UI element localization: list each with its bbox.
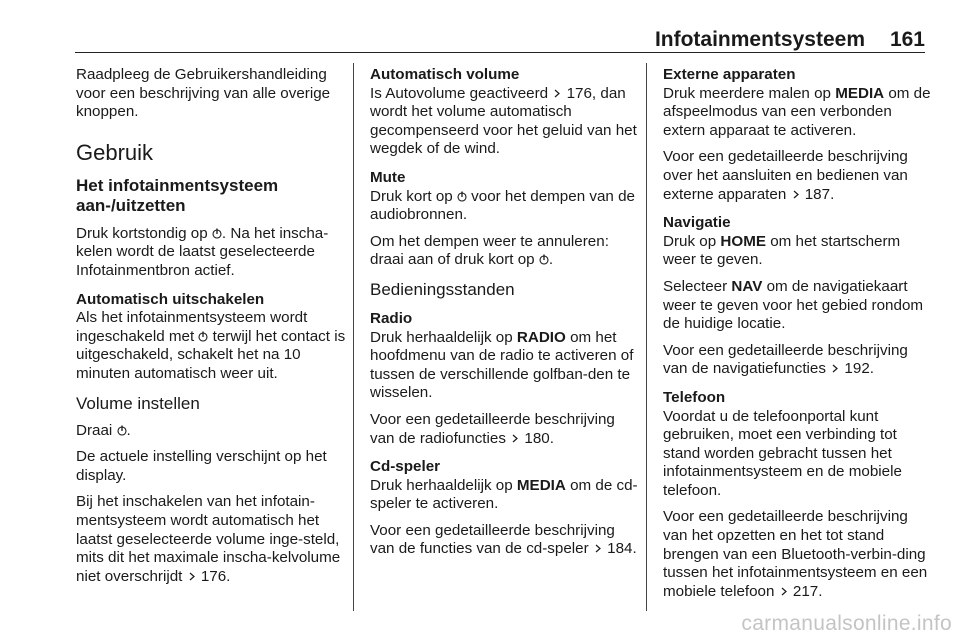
page-title: Infotainmentsysteem bbox=[654, 28, 865, 51]
paragraph bbox=[663, 148, 935, 204]
paragraph bbox=[76, 225, 348, 281]
key-label: MEDIA bbox=[835, 84, 885, 102]
paragraph: Voordat u de telefoonportal kunt gebruiken, moet een verbinding tot stand worden gebracht tussen het infotainmentsysteem en de mobiele telefoon. bbox=[663, 407, 902, 499]
heading: Cd-speler bbox=[370, 458, 441, 476]
heading: Automatisch volume bbox=[370, 66, 520, 83]
text: Is Autovolume geactiveerd bbox=[370, 84, 553, 102]
paragraph bbox=[370, 411, 642, 448]
text: Bij het inschakelen van het infotain-mentsysteem wordt automatisch het laatst geselecteerde volume inge-steld, mits dit het maximale inscha-kelvolume niet overschrijdt bbox=[76, 493, 341, 585]
text: Om het dempen weer te annuleren: draai aan of druk kort op bbox=[370, 232, 609, 269]
page-reference: 192. bbox=[844, 360, 874, 378]
text: om het hoofdmenu van de radio te activeren of tussen de verschillende golfban-den te wisselen. bbox=[370, 328, 634, 402]
text: . bbox=[548, 251, 554, 269]
page-header bbox=[75, 28, 925, 53]
heading: Externe apparaten bbox=[663, 66, 796, 83]
text: Druk op bbox=[663, 232, 721, 250]
heading: Telefoon bbox=[663, 388, 726, 406]
text: Druk kortstondig op bbox=[76, 224, 212, 242]
heading: Radio bbox=[370, 309, 413, 327]
page-reference-arrow-icon bbox=[830, 363, 840, 374]
text: om het startscherm weer te geven. bbox=[663, 232, 901, 269]
text: Druk herhaaldelijk op bbox=[370, 328, 517, 346]
subsection-title: Bedieningsstanden bbox=[370, 279, 515, 299]
watermark: carmanualsonline.info bbox=[741, 612, 952, 635]
column-2 bbox=[370, 66, 642, 567]
subsection-title: Het infotainmentsysteem aan-/uitzetten bbox=[76, 175, 279, 215]
paragraph bbox=[370, 329, 642, 403]
text: Druk herhaaldelijk op bbox=[370, 476, 517, 494]
paragraph bbox=[76, 493, 348, 586]
paragraph bbox=[663, 233, 935, 270]
paragraph bbox=[370, 188, 642, 225]
text: Druk meerdere malen op bbox=[663, 84, 836, 102]
column-3 bbox=[663, 66, 935, 609]
page-reference: 180. bbox=[524, 429, 554, 447]
text: . bbox=[126, 421, 131, 439]
page-reference-arrow-icon bbox=[510, 433, 520, 444]
paragraph bbox=[76, 422, 348, 441]
page-reference: 187. bbox=[804, 185, 835, 203]
paragraph bbox=[663, 85, 935, 141]
power-icon bbox=[212, 228, 222, 239]
page-number: 161 bbox=[889, 28, 925, 51]
paragraph bbox=[663, 508, 935, 601]
page-reference-arrow-icon bbox=[552, 88, 562, 99]
text: om de cd-speler te activeren. bbox=[370, 476, 638, 513]
section-title: Gebruik bbox=[76, 139, 154, 165]
text: Als het infotainmentsysteem wordt ingeschakeld met bbox=[76, 309, 308, 345]
heading: Navigatie bbox=[663, 214, 731, 232]
page-reference: 217. bbox=[792, 582, 823, 600]
page-reference-arrow-icon bbox=[187, 571, 197, 582]
page-reference: 176, bbox=[566, 84, 597, 102]
page-reference-arrow-icon bbox=[791, 189, 801, 200]
key-label: NAV bbox=[731, 277, 763, 295]
text: dan wordt het volume automatisch gecompenseerd voor het geluid van het wegdek of de wind. bbox=[370, 84, 637, 158]
paragraph bbox=[76, 309, 348, 383]
column-divider bbox=[646, 63, 647, 611]
power-icon bbox=[198, 331, 208, 342]
paragraph: De actuele instelling verschijnt op het display. bbox=[76, 448, 327, 484]
page-reference: 184. bbox=[607, 540, 637, 558]
text: terwijl het contact is uitgeschakeld, schakelt het na 10 minuten automatisch weer uit. bbox=[76, 327, 346, 382]
heading: Automatisch uitschakelen bbox=[76, 290, 265, 308]
key-label: RADIO bbox=[516, 328, 566, 346]
text: Voor een gedetailleerde beschrijving van de radiofuncties bbox=[370, 410, 615, 447]
text: Voor een gedetailleerde beschrijving van het opzetten en het tot stand brengen van een Bluetooth-verbin-ding tussen het infotainmentsysteem en een mobiele telefoon bbox=[663, 508, 928, 600]
key-label: HOME bbox=[720, 232, 766, 250]
power-icon bbox=[457, 191, 467, 202]
text: Selecteer bbox=[663, 277, 732, 295]
text: om de afspeelmodus van een verbonden extern apparaat te activeren. bbox=[663, 84, 931, 139]
text: voor het dempen van de audiobronnen. bbox=[370, 187, 635, 224]
text: Druk kort op bbox=[370, 187, 457, 205]
paragraph bbox=[370, 233, 642, 270]
subsection-title: Volume instellen bbox=[76, 393, 200, 413]
paragraph bbox=[370, 522, 642, 559]
text: Draai bbox=[76, 421, 117, 439]
key-label: MEDIA bbox=[516, 476, 566, 494]
paragraph bbox=[370, 477, 642, 514]
text: Voor een gedetailleerde beschrijving over het aansluiten en bedienen van externe apparaten bbox=[663, 148, 908, 203]
power-icon bbox=[539, 254, 549, 265]
paragraph bbox=[663, 278, 935, 334]
text: Voor een gedetailleerde beschrijving van de functies van de cd-speler bbox=[370, 521, 615, 558]
page-reference: 176. bbox=[200, 567, 231, 585]
paragraph bbox=[663, 342, 935, 379]
page-reference-arrow-icon bbox=[779, 586, 789, 597]
page-reference-arrow-icon bbox=[593, 543, 603, 554]
heading: Mute bbox=[370, 168, 406, 186]
intro-paragraph: Raadpleeg de Gebruikershandleiding voor een beschrijving van alle overige knoppen. bbox=[76, 66, 331, 121]
column-1 bbox=[76, 66, 348, 594]
text: . Na het inscha-kelen wordt de laatst geselecteerde Infotainmentbron actief. bbox=[76, 224, 329, 279]
column-divider bbox=[353, 63, 354, 611]
text: Voor een gedetailleerde beschrijving van de navigatiefuncties bbox=[663, 341, 908, 378]
paragraph bbox=[370, 85, 642, 159]
power-icon bbox=[117, 425, 127, 436]
text: om de navigatiekaart weer te geven voor het gebied rondom de huidige locatie. bbox=[663, 277, 924, 333]
